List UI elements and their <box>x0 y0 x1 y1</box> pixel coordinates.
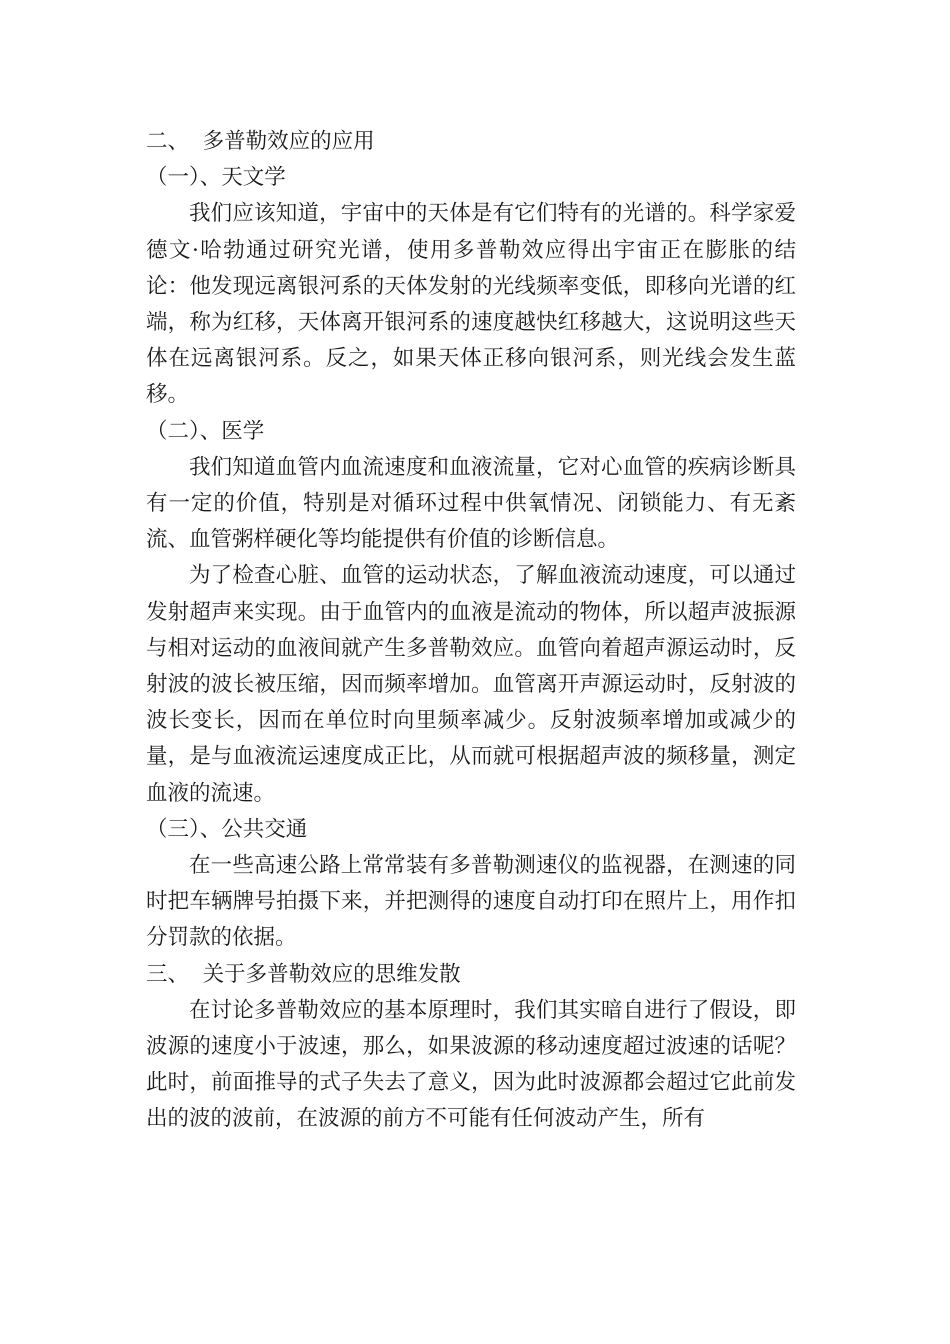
subheading-transport: （三）、公共交通 <box>146 816 308 842</box>
paragraph-medicine-2: 为了检查心脏、血管的运动状态，了解血液流动速度，可以通过发射超声来实现。由于血管内的血液是流动的物体，所以超声波振源与相对运动的血液间就产生多普勒效应。血管向着超声源运动时，反射波的波长被压缩，因而频率增加。血管离开声源运动时，反射波的波长变长，因而在单位时向里频率减少。反射波频率增加或减少的量，是与血液流运速度成正比，从而就可根据超声波的频移量，测定血液的流速。 <box>146 563 796 806</box>
document-body <box>146 124 796 1138</box>
section-heading-applications: 二、 多普勒效应的应用 <box>146 129 375 154</box>
section-heading-thinking: 三、 关于多普勒效应的思维发散 <box>146 961 461 987</box>
paragraph-astronomy: 我们应该知道，宇宙中的天体是有它们特有的光谱的。科学家爱德文·哈勃通过研究光谱，使用多普勒效应得出宇宙正在膨胀的结论：他发现远离银河系的天体发射的光线频率变低，即移向光谱的红端，称为红移，天体离开银河系的速度越快红移越大，这说明这些天体在远离银河系。反之，如果天体正移向银河系，则光线会发生蓝移。 <box>146 201 796 408</box>
paragraph-transport: 在一些高速公路上常常装有多普勒测速仪的监视器，在测速的同时把车辆牌号拍摄下来，并把测得的速度自动打印在照片上，用作扣分罚款的依据。 <box>146 853 796 951</box>
subheading-astronomy: （一）、天文学 <box>146 165 286 191</box>
subheading-medicine: （二）、医学 <box>146 418 265 444</box>
paragraph-medicine-1: 我们知道血管内血流速度和血液流量，它对心血管的疾病诊断具有一定的价值，特别是对循环过程中供氧情况、闭锁能力、有无紊流、血管粥样硬化等均能提供有价值的诊断信息。 <box>146 454 796 553</box>
paragraph-thinking: 在讨论多普勒效应的基本原理时，我们其实暗自进行了假设，即波源的速度小于波速，那么，如果波源的移动速度超过波速的话呢？此时，前面推导的式子失去了意义，因为此时波源都会超过它此前发出的波的波前，在波源的前方不可能有任何波动产生，所有 <box>146 997 796 1132</box>
